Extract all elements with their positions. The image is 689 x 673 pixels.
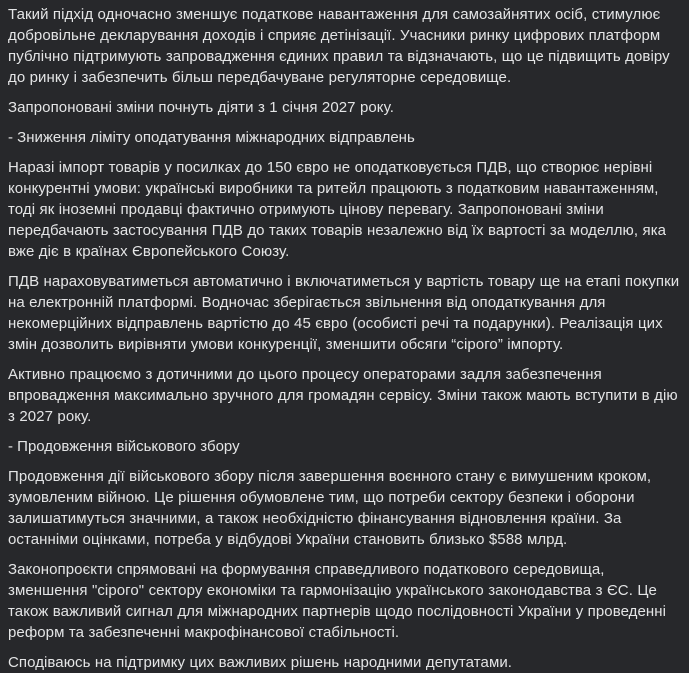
paragraph: Такий підхід одночасно зменшує податкове навантаження для самозайнятих осіб, стимулює добровільне декларування доходів і сприяє детінізації. Учасники ринку цифрових платформ публічно підтримують запровадження єдиних правил та відзначають, що це підвищить довіру до ринку і забезпечить більш передбачуване регуляторне середовище. <box>8 6 670 86</box>
section-heading: - Продовження військового збору <box>8 438 240 455</box>
paragraph: Продовження дії військового збору після завершення воєнного стану є вимушеним кроком, зумовленим війною. Це рішення обумовлене тим, що потреби сектору безпеки і оборони залишатимуться значними, а також необхідністю фінансування відновлення країни. За останніми оцінками, потреба у відбудові України становить близько $588 млрд. <box>8 468 652 548</box>
paragraph: Запропоновані зміни почнуть діяти з 1 січня 2027 року. <box>8 99 394 116</box>
paragraph: Активно працюємо з дотичними до цього процесу операторами задля забезпечення впровадження максимально зручного для громадян сервісу. Зміни також мають вступити в дію з 2027 року. <box>8 366 678 425</box>
paragraph: Наразі імпорт товарів у посилках до 150 євро не оподатковується ПДВ, що створює нерівні конкурентні умови: українські виробники та ритейл працюють з податковим навантаженням, тоді як іноземні продавці фактично отримують цінову перевагу. Запропоновані зміни передбачають застосування ПДВ до таких товарів незалежно від їх вартості за моделлю, яка вже діє в країнах Європейського Союзу. <box>8 159 667 260</box>
paragraph: ПДВ нараховуватиметься автоматично і включатиметься у вартість товару ще на етапі покупки на електронній платформі. Водночас зберігається звільнення від оподаткування для некомерційних відправлень вартістю до 45 євро (особисті речі та подарунки). Реалізація цих змін дозволить вирівняти умови конкуренції, зменшити обсяги “сірого” імпорту. <box>8 273 680 353</box>
paragraph: Законопроєкти спрямовані на формування справедливого податкового середовища, зменшення "сірого" сектору економіки та гармонізацію українського законодавства з ЄС. Це також важливий сигнал для міжнародних партнерів щодо послідовності України у проведенні реформ та забезпеченні макрофінансової стабільності. <box>8 561 667 641</box>
paragraph: Сподіваюсь на підтримку цих важливих рішень народними депутатами. <box>8 654 513 671</box>
section-heading: - Зниження ліміту оподатування міжнародних відправлень <box>8 129 415 146</box>
